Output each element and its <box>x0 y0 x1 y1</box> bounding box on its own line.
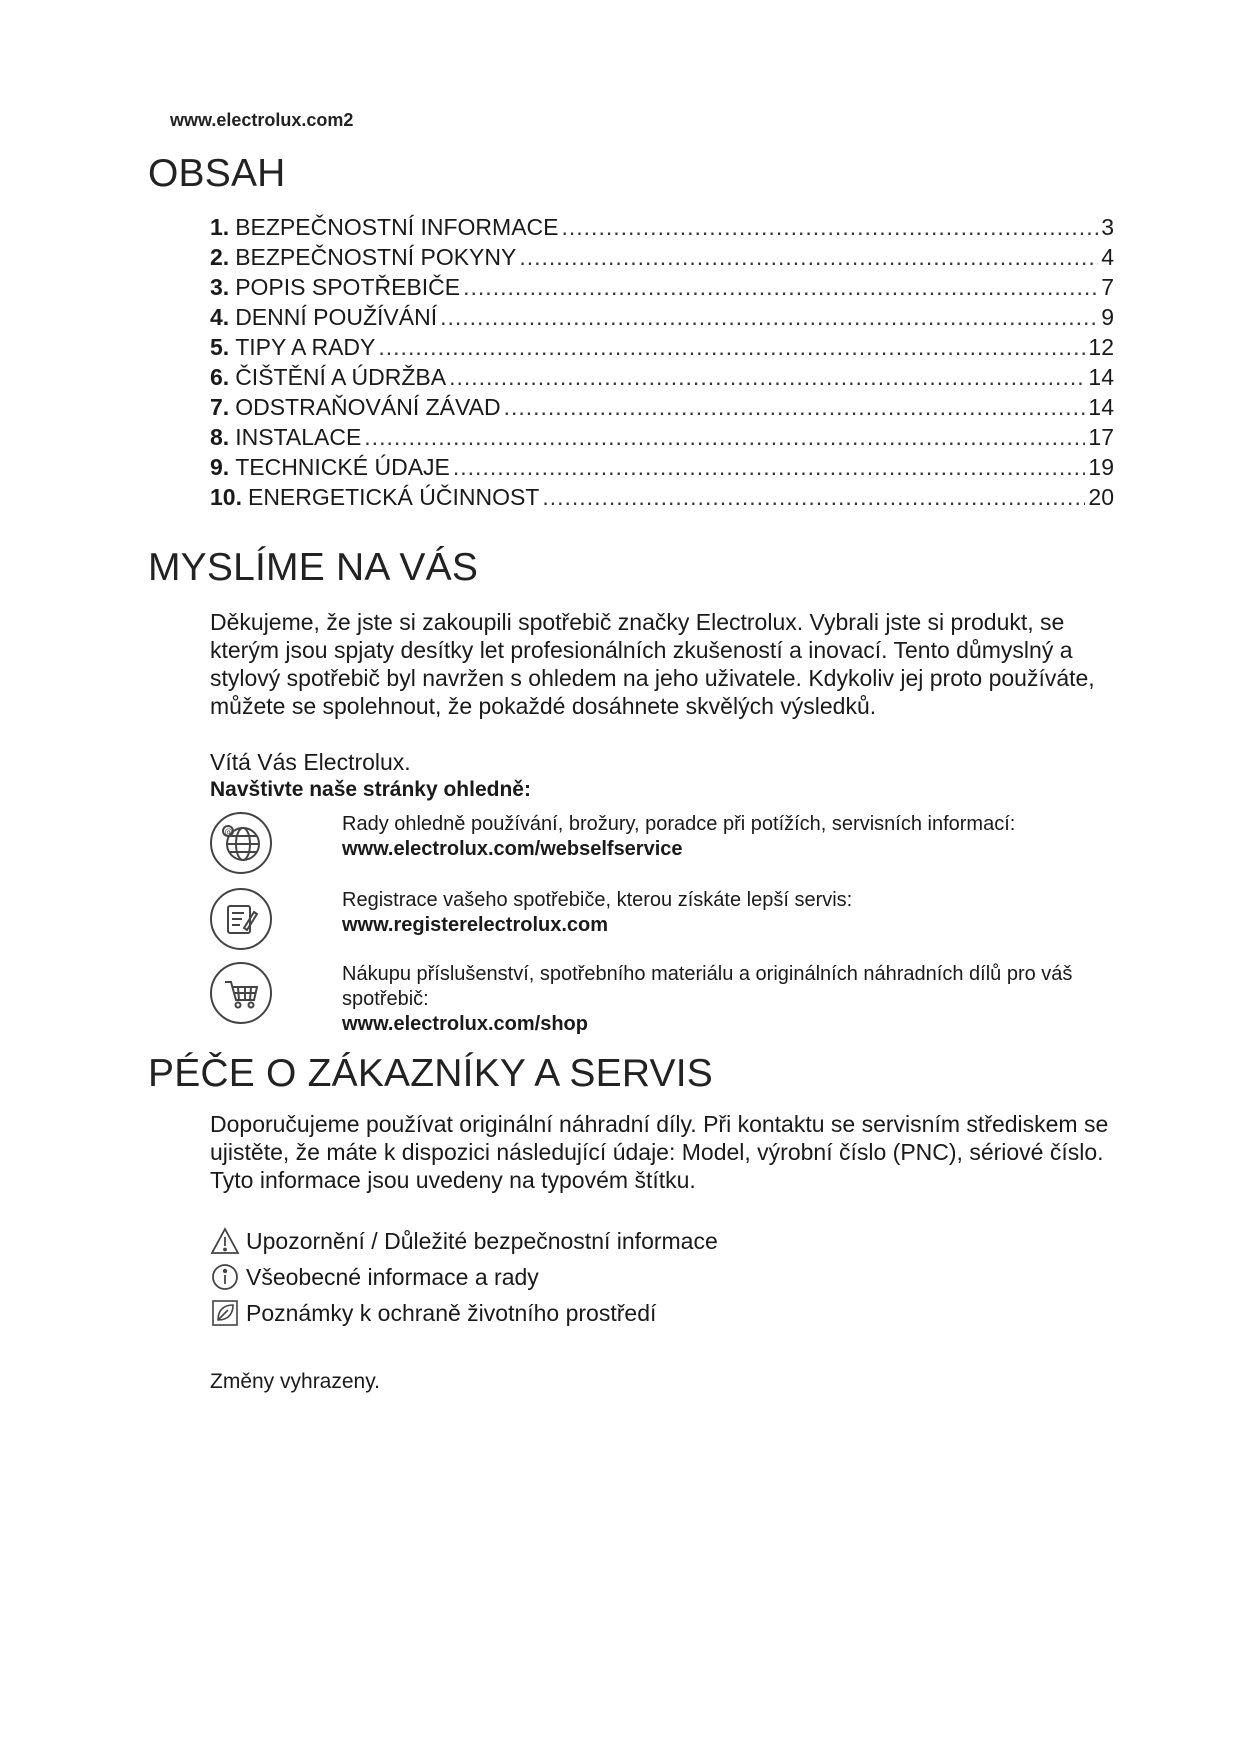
toc-item-label: ČIŠTĚNÍ A ÚDRŽBA <box>235 364 447 390</box>
toc-leader <box>542 482 1085 512</box>
toc-item[interactable] <box>210 272 1114 302</box>
toc-item-number: 7. <box>210 394 230 420</box>
globe-icon <box>210 812 272 874</box>
toc-item[interactable] <box>210 482 1114 512</box>
legend-warning <box>210 1226 718 1256</box>
toc-item-number: 2. <box>210 244 230 270</box>
toc-item[interactable] <box>210 212 1114 242</box>
toc-item-label: ODSTRAŇOVÁNÍ ZÁVAD <box>235 394 501 420</box>
toc-item-page: 7 <box>1101 274 1114 300</box>
toc-item-page: 3 <box>1101 214 1114 240</box>
toc-item-number: 9. <box>210 454 230 480</box>
toc-item-label: TIPY A RADY <box>235 334 376 360</box>
toc-leader <box>453 452 1086 482</box>
leaf-icon <box>210 1298 240 1328</box>
toc-item-number: 1. <box>210 214 230 240</box>
toc-leader <box>562 212 1099 242</box>
toc-item-page: 17 <box>1088 424 1114 450</box>
toc-item-number: 5. <box>210 334 230 360</box>
toc-item-label: INSTALACE <box>235 424 362 450</box>
toc-item-number: 6. <box>210 364 230 390</box>
warning-icon <box>210 1226 240 1256</box>
toc-item-page: 12 <box>1088 334 1114 360</box>
visit-heading: Navštivte naše stránky ohledně: <box>210 778 531 801</box>
legend-warning-label: Upozornění / Důležité bezpečnostní informace <box>246 1227 718 1254</box>
toc-item-label: ENERGETICKÁ ÚČINNOST <box>247 484 540 510</box>
toc-item-number: 10. <box>210 484 242 510</box>
webselfservice-description: Rady ohledně používání, brožury, poradce při potížích, servisních informací: <box>342 813 1016 835</box>
toc-leader <box>463 272 1098 302</box>
toc-item-page: 14 <box>1088 364 1114 390</box>
toc-leader <box>364 422 1085 452</box>
toc-item-number: 8. <box>210 424 230 450</box>
toc-item-page: 9 <box>1101 304 1114 330</box>
shop-link-block <box>210 962 1130 1037</box>
legend-environment <box>210 1298 656 1328</box>
toc-leader <box>519 242 1098 272</box>
toc-item[interactable] <box>210 242 1114 272</box>
toc-item-page: 4 <box>1101 244 1114 270</box>
changes-reserved-note: Změny vyhrazeny. <box>210 1370 380 1393</box>
table-of-contents <box>210 212 1114 512</box>
legend-info <box>210 1262 539 1292</box>
toc-item-page: 19 <box>1088 454 1114 480</box>
toc-item[interactable] <box>210 332 1114 362</box>
register-link[interactable]: www.registerelectrolux.com <box>342 914 609 936</box>
toc-item-number: 3. <box>210 274 230 300</box>
customer-care-paragraph: Doporučujeme používat originální náhradní díly. Při kontaktu se servisním střediskem se ujistěte, že máte k dispozici následující údaje: Model, výrobní číslo (PNC), sériové číslo. Tyto informace jsou uvedeny na typovém štítku. <box>210 1111 1109 1193</box>
webselfservice-link[interactable]: www.electrolux.com/webselfservice <box>342 838 683 860</box>
legend-info-label: Všeobecné informace a rady <box>246 1263 539 1290</box>
toc-item-page: 14 <box>1088 394 1114 420</box>
toc-item-label: DENNÍ POUŽÍVÁNÍ <box>235 304 438 330</box>
toc-item-number: 4. <box>210 304 230 330</box>
toc-item-label: BEZPEČNOSTNÍ INFORMACE <box>235 214 559 240</box>
header-url: www.electrolux.com2 <box>170 110 354 130</box>
toc-leader <box>440 302 1098 332</box>
legend-environment-label: Poznámky k ochraně životního prostředí <box>246 1299 657 1326</box>
toc-item[interactable] <box>210 392 1114 422</box>
thinking-of-you-title: MYSLÍME NA VÁS <box>148 546 479 589</box>
toc-leader <box>449 362 1085 392</box>
register-description: Registrace vašeho spotřebiče, kterou získáte lepší servis: <box>342 889 853 911</box>
toc-leader <box>378 332 1085 362</box>
toc-leader <box>504 392 1086 422</box>
toc-item[interactable] <box>210 452 1114 482</box>
shop-description: Nákupu příslušenství, spotřebního materiálu a originálních náhradních dílů pro váš spotřebič: <box>342 963 1073 1010</box>
toc-item-page: 20 <box>1088 484 1114 510</box>
toc-title: OBSAH <box>148 152 286 195</box>
toc-item[interactable] <box>210 362 1114 392</box>
toc-item-label: BEZPEČNOSTNÍ POKYNY <box>235 244 517 270</box>
svg-text:@: @ <box>224 827 233 836</box>
welcome-text: Vítá Vás Electrolux. <box>210 749 411 775</box>
intro-paragraph: Děkujeme, že jste si zakoupili spotřebič značky Electrolux. Vybrali jste si produkt, se kterým jsou spjaty desítky let profesionálních zkušeností a inovací. Tento důmyslný a stylový spotřebič byl navržen s ohledem na jeho uživatele. Kdykoliv jej proto používáte, můžete se spolehnout, že pokaždé dosáhnete skvělých výsledků. <box>210 609 1095 719</box>
toc-item-label: POPIS SPOTŘEBIČE <box>235 274 461 300</box>
info-icon <box>210 1262 240 1292</box>
customer-care-title: PÉČE O ZÁKAZNÍKY A SERVIS <box>148 1052 713 1095</box>
toc-item-label: TECHNICKÉ ÚDAJE <box>235 454 450 480</box>
shop-link[interactable]: www.electrolux.com/shop <box>342 1013 588 1035</box>
toc-item[interactable] <box>210 302 1114 332</box>
toc-item[interactable] <box>210 422 1114 452</box>
registration-icon <box>210 888 272 950</box>
cart-icon <box>210 962 272 1024</box>
webselfservice-link-block <box>210 812 1130 874</box>
register-link-block <box>210 888 1130 950</box>
